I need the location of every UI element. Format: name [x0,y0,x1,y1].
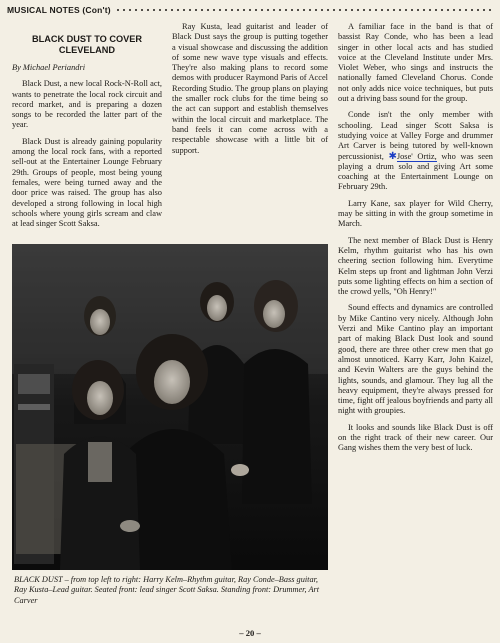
photo-caption: BLACK DUST – from top left to right: Harry Kelm–Rhythm guitar, Ray Conde–Bass guitar, Ray Kusta–Lead guitar. Seated front: lead singer Scott Saksa. Standing front: Drummer, Art Carver [14,575,320,605]
paragraph-text: who was seen playing a drum solo and giving Art some coaching at the Entertainment Lounge on February 29th. [338,151,493,192]
paragraph: Ray Kusta, lead guitarist and leader of Black Dust says the group is putting together a visual showcase and discussing the addition of some new wave type visuals and effects. They're also making plans to record some demos with producer Raymond Paris of Accel Recording Studio. The group plans on playing the smaller rock clubs for the time being so the act can support and establish themselves within the local circuit and marketplace. The band feels it can come across with a respectable showcase with a little bit of support. [172,22,328,155]
band-photo-illustration [12,244,328,570]
asterisk-icon: ✱ [388,150,397,162]
paragraph: Black Dust is already gaining popularity among the local rock fans, with a reported sell-out at the Entertainer Lounge February 29th. Groups of people, most being young females, were being turned away and the door price was raised. The group has also developed a strong following in local high schools where young girls scream and claw at lead singer Scott Saksa. [12,136,162,229]
paragraph: Sound effects and dynamics are controlled by Mike Cantino very nicely. Although John Verzi and Mike Cantino play an important part of making Black Dust look and sound good, there are three other crew men that go almost unnoticed. Karry Karr, John Kaizel, and Kevin Walters are the guys behind the lights, sounds, and glamour. They lug all the heavy equipment, they're always pressed for time, fight off jealous boyfriends and party all night with groupies. [338,303,493,416]
section-header [7,3,493,17]
band-photo [12,244,328,570]
page-number: – 20 – [239,628,261,638]
paragraph: The next member of Black Dust is Henry Kelm, rhythm guitarist who has his own cheering section following him. Everytime Kelm steps up front and lightman John Verzi puts some lighting effects on him a section of the crowd yells, "Oh Henry!" [338,235,493,297]
paragraph-text: Conde isn't the only member with schooling. Lead singer Scott Saksa is studying voice at Valley Forge and drummer Art Carver is being tutored by well-known percussionist, [338,110,493,161]
paragraph: Black Dust, a new local Rock-N-Roll act, wants to penetrate the local rock circuit and record market, and is preparing a dozen songs to be recorded the latter part of the year. [12,79,162,130]
column-3 [338,22,493,460]
column-1 [12,34,162,235]
article-title: BLACK DUST TO COVER CLEVELAND [31,34,143,55]
header-dotted-rule [115,9,493,11]
paragraph-annotated [338,110,493,192]
paragraph: A familiar face in the band is that of bassist Ray Conde, who has been a lead singer in other local acts and has studied voice at the Cleveland Institute under Mrs. Violet Weber, who sings and instructs the nationally famed Cleveland Chorus. Conde not only adds nice voice techniques, but puts out a driving bass sound for the group. [338,22,493,104]
paragraph: It looks and sounds like Black Dust is off on the right track of their new career. Our Gang wishes them the very best of luck. [338,422,493,453]
section-title: MUSICAL NOTES (Con't) [7,5,111,15]
column-2 [172,22,328,162]
paragraph: Larry Kane, sax player for Wild Cherry, may be sitting in with the group sometime in March. [338,198,493,229]
underlined-name: Jose' Ortiz, [396,151,437,161]
article-byline: By Michael Periandri [12,63,86,72]
